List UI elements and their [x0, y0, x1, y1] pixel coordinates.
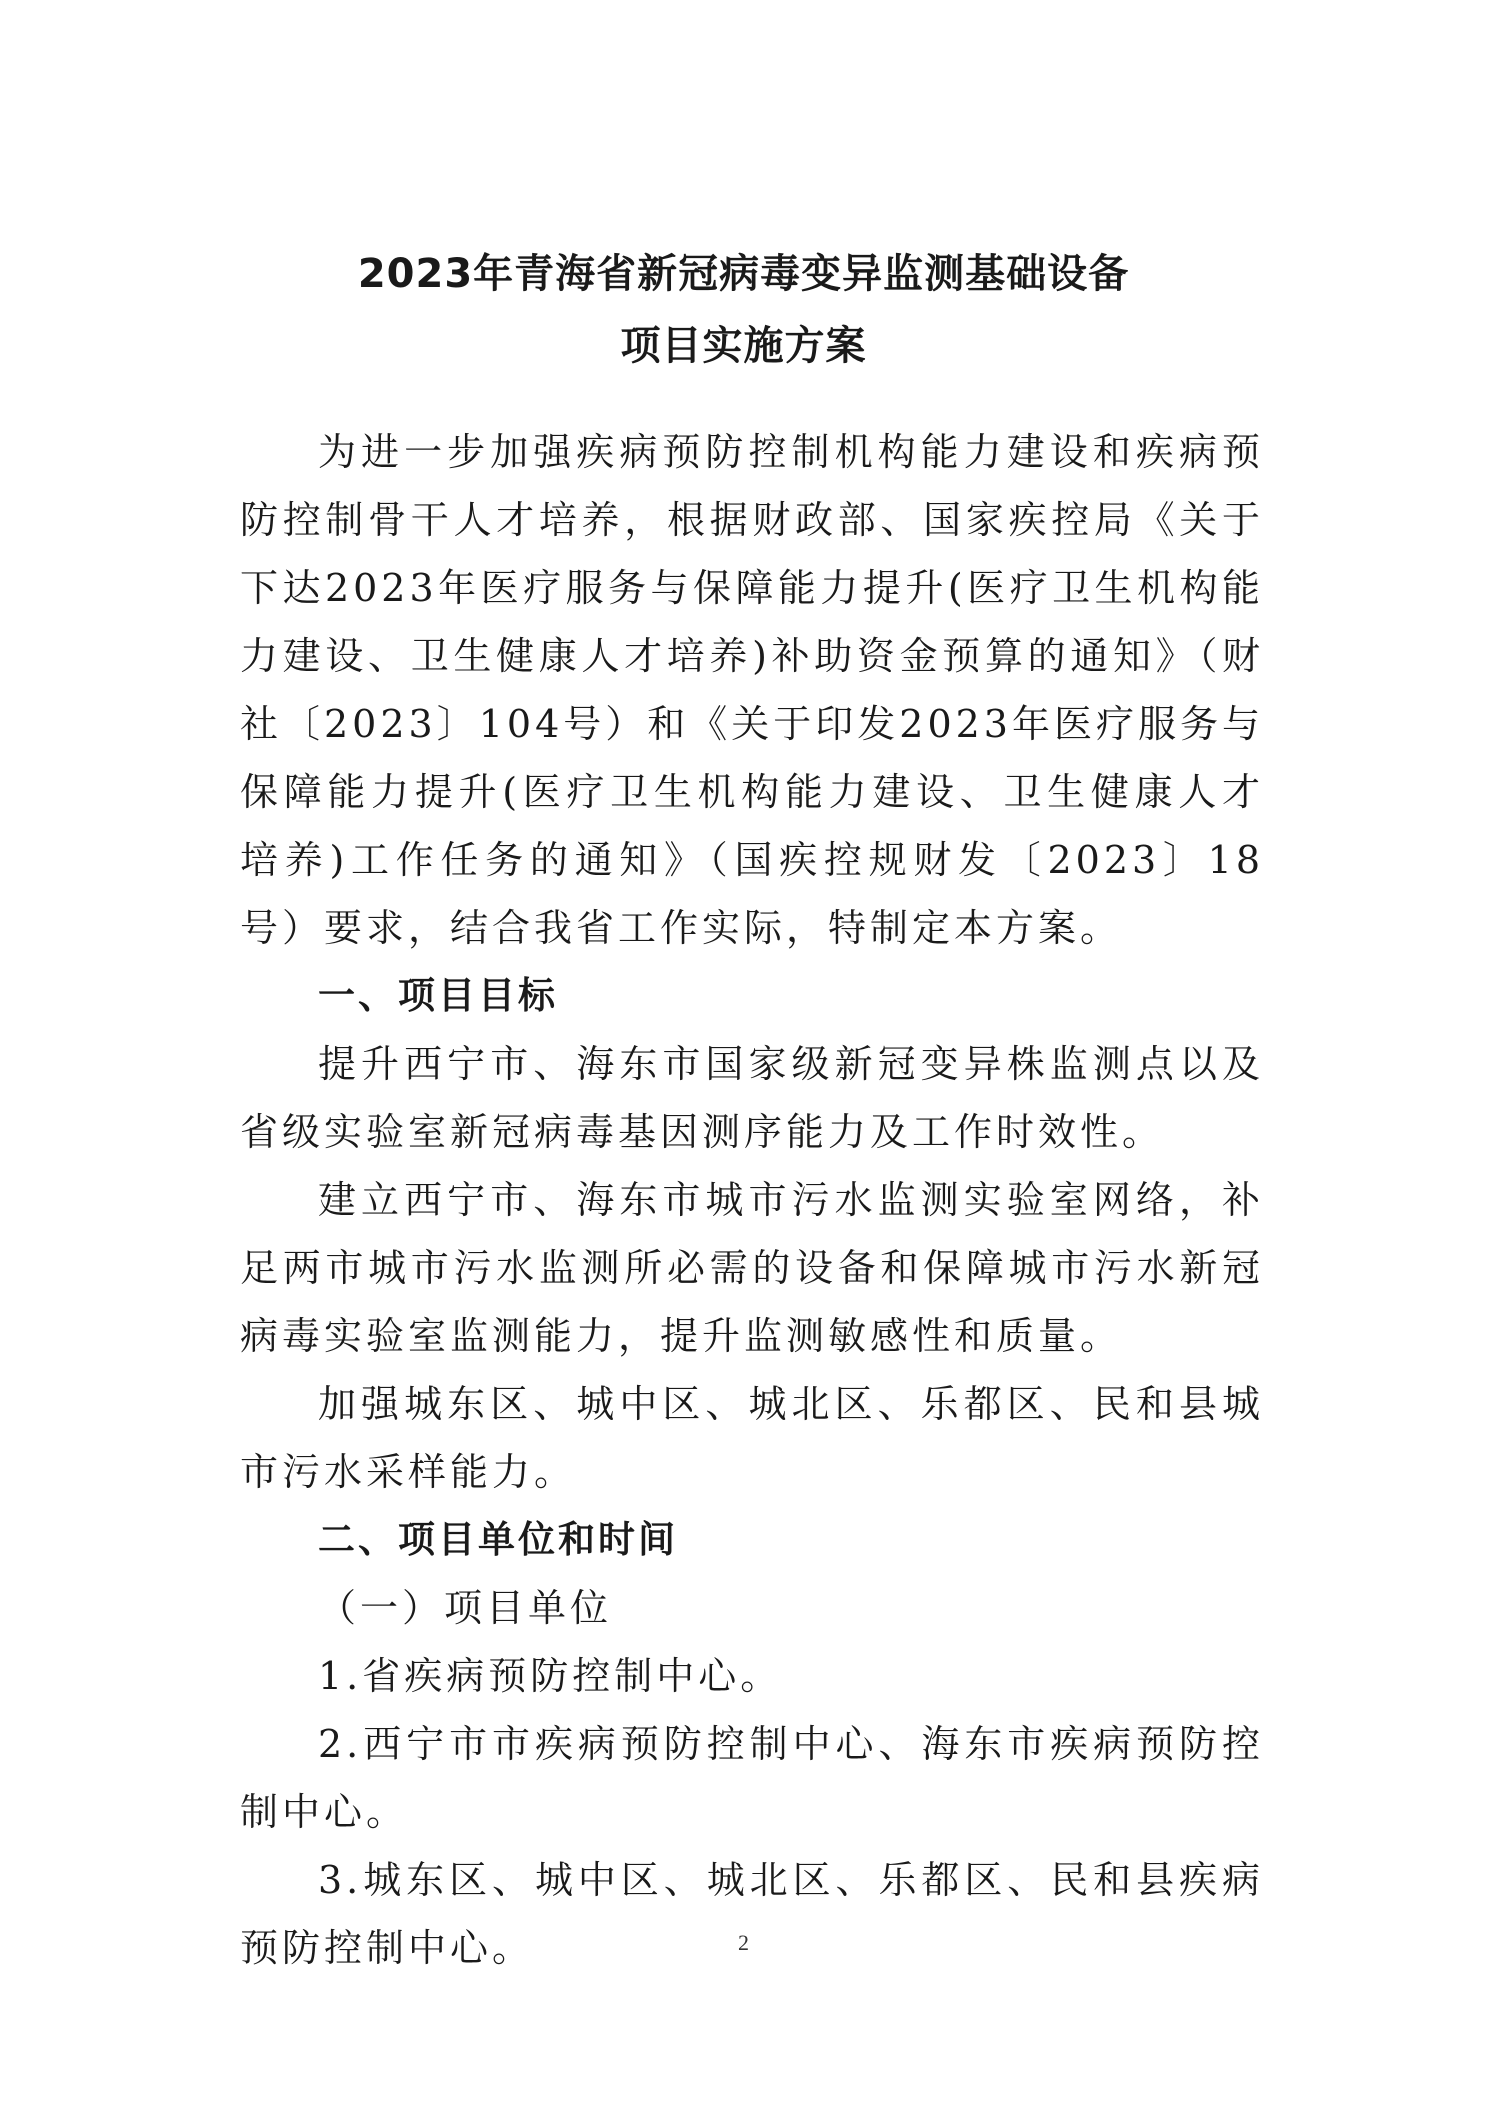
title-line-1: 2023年青海省新冠病毒变异监测基础设备 [357, 251, 1130, 297]
objective-paragraph-3: 加强城东区、城中区、城北区、乐都区、民和县城市污水采样能力。 [240, 1382, 1264, 1494]
intro-paragraph: 为进一步加强疾病预防控制机构能力建设和疾病预防控制骨干人才培养，根据财政部、国家疾控局《关于下达2023年医疗服务与保障能力提升(医疗卫生机构能力建设、卫生健康人才培养)补助资金预算的通知》（财社〔2023〕104号）和《关于印发2023年医疗服务与保障能力提升(医疗卫生机构能力建设、卫生健康人才培养)工作任务的通知》（国疾控规财发〔2023〕18号）要求，结合我省工作实际，特制定本方案。 [240, 430, 1264, 950]
unit-item-2: 2.西宁市市疾病预防控制中心、海东市疾病预防控制中心。 [240, 1722, 1264, 1834]
document-title [0, 238, 1487, 382]
title-line-2: 项目实施方案 [620, 323, 867, 369]
unit-item-1: 1.省疾病预防控制中心。 [318, 1654, 783, 1698]
objective-paragraph-1: 提升西宁市、海东市国家级新冠变异株监测点以及省级实验室新冠病毒基因测序能力及工作时效性。 [240, 1042, 1264, 1154]
subsection-heading-units: （一）项目单位 [318, 1586, 613, 1630]
page-number: 2 [738, 1930, 749, 1955]
objective-paragraph-2: 建立西宁市、海东市城市污水监测实验室网络，补足两市城市污水监测所必需的设备和保障城市污水新冠病毒实验室监测能力，提升监测敏感性和质量。 [240, 1178, 1264, 1358]
unit-item-3: 3.城东区、城中区、城北区、乐都区、民和县疾病预防控制中心。 [240, 1858, 1264, 1970]
section-heading-objectives: 一、项目目标 [318, 974, 558, 1017]
document-body [240, 418, 1264, 1982]
section-heading-units-time: 二、项目单位和时间 [318, 1518, 678, 1561]
